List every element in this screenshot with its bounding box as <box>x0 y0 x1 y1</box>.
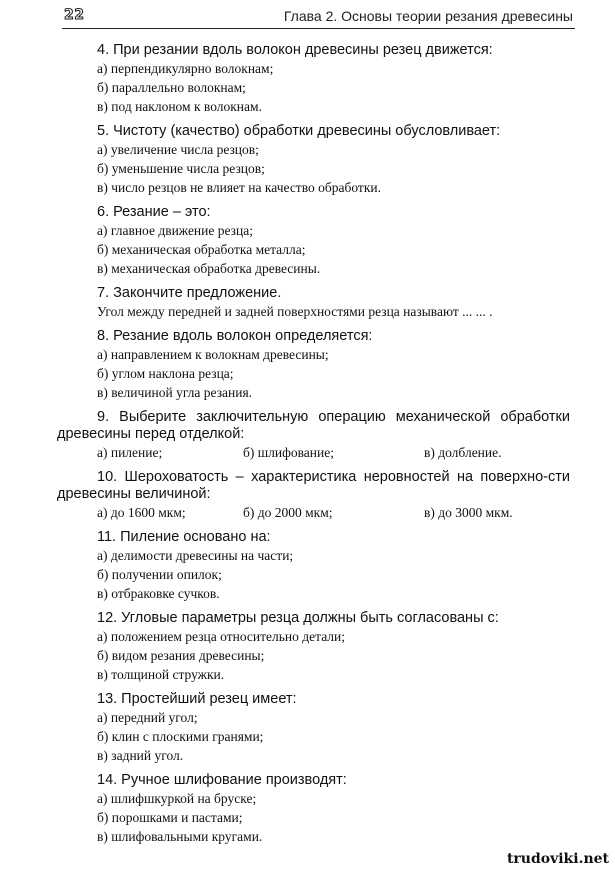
option: Угол между передней и задней поверхностями резца называют ... ... . <box>97 304 493 319</box>
question-text: 6. Резание – это: <box>97 204 211 220</box>
option: а) шлифшкуркой на бруске; <box>97 791 257 806</box>
question-4 <box>97 42 570 116</box>
option: а) пиление; <box>97 445 163 460</box>
question-12 <box>97 610 570 684</box>
option: в) до 3000 мкм. <box>424 505 513 520</box>
question-7 <box>97 285 570 321</box>
question-text: 5. Чистоту (качество) обработки древесины обусловливает: <box>97 123 501 139</box>
option: б) получении опилок; <box>97 567 222 582</box>
question-text: 7. Закончите предложение. <box>97 285 282 301</box>
question-10 <box>57 469 570 522</box>
option: б) клин с плоскими гранями; <box>97 729 264 744</box>
question-text: 4. При резании вдоль волокон древесины резец движется: <box>97 42 493 58</box>
question-text: 9. Выберите заключительную операцию механической обработки древесины перед отделкой: <box>57 409 570 442</box>
option: в) долбление. <box>424 445 502 460</box>
option: в) отбраковке сучков. <box>97 586 220 601</box>
option: в) толщиной стружки. <box>97 667 225 682</box>
option: а) делимости древесины на части; <box>97 548 294 563</box>
question-13 <box>97 691 570 765</box>
question-text: 8. Резание вдоль волокон определяется: <box>97 328 373 344</box>
option: а) главное движение резца; <box>97 223 253 238</box>
option-row <box>97 443 570 462</box>
option: б) порошками и пастами; <box>97 810 243 825</box>
option: а) перпендикулярно волокнам; <box>97 61 274 76</box>
option: а) до 1600 мкм; <box>97 505 186 520</box>
option: б) параллельно волокнам; <box>97 80 246 95</box>
option: в) механическая обработка древесины. <box>97 261 321 276</box>
option: б) шлифование; <box>243 445 334 460</box>
page-number: 22 <box>64 7 85 23</box>
option: а) положением резца относительно детали; <box>97 629 346 644</box>
question-text: 13. Простейший резец имеет: <box>97 691 297 707</box>
question-8 <box>97 328 570 402</box>
option: в) задний угол. <box>97 748 184 763</box>
question-6 <box>97 204 570 278</box>
site-watermark: trudoviki.net <box>506 851 609 867</box>
option: в) под наклоном к волокнам. <box>97 99 262 114</box>
option: б) уменьшение числа резцов; <box>97 161 265 176</box>
question-11 <box>97 529 570 603</box>
question-5 <box>97 123 570 197</box>
question-9 <box>57 409 570 462</box>
option: б) механическая обработка металла; <box>97 242 306 257</box>
option: в) шлифовальными кругами. <box>97 829 263 844</box>
question-text: 11. Пиление основано на: <box>97 529 271 545</box>
question-text: 14. Ручное шлифование производят: <box>97 772 347 788</box>
question-list <box>57 42 570 853</box>
chapter-title: Глава 2. Основы теории резания древесины <box>283 8 573 24</box>
option: в) величиной угла резания. <box>97 385 253 400</box>
page-header <box>62 4 575 29</box>
option: а) направлением к волокнам древесины; <box>97 347 329 362</box>
question-text: 12. Угловые параметры резца должны быть согласованы с: <box>97 610 499 626</box>
option: б) видом резания древесины; <box>97 648 265 663</box>
option: б) до 2000 мкм; <box>243 505 333 520</box>
option: а) передний угол; <box>97 710 198 725</box>
option: б) углом наклона резца; <box>97 366 234 381</box>
option: в) число резцов не влияет на качество обработки. <box>97 180 381 195</box>
option: а) увеличение числа резцов; <box>97 142 259 157</box>
question-14 <box>97 772 570 846</box>
option-row <box>97 503 570 522</box>
question-text: 10. Шероховатость – характеристика неровностей на поверхно-сти древесины величиной: <box>57 469 570 502</box>
